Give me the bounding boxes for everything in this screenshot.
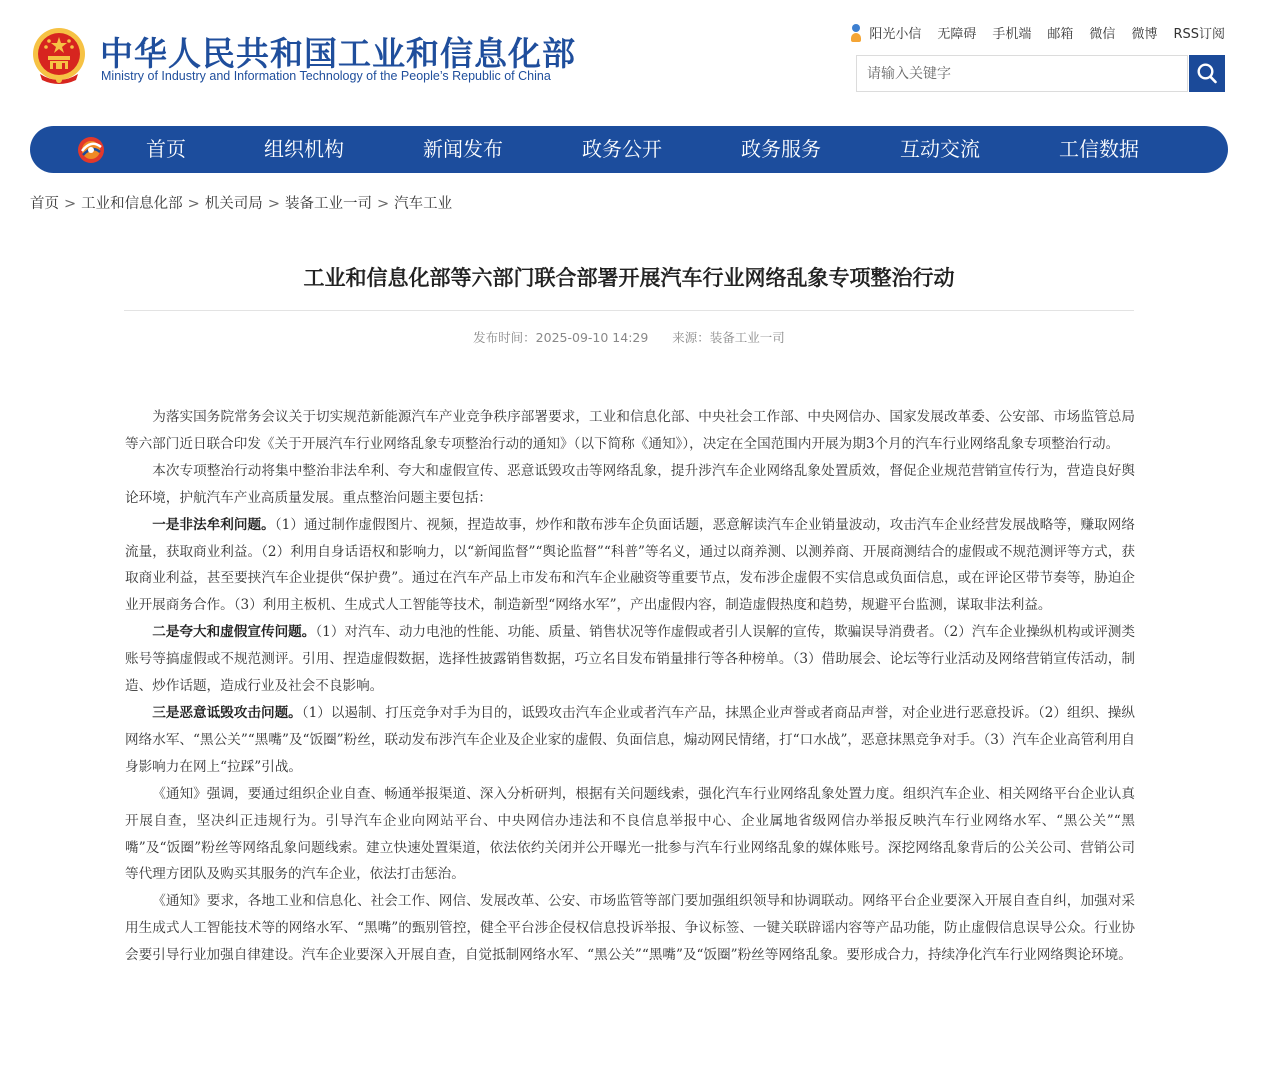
nav-item-interaction[interactable]: 互动交流 [900,137,980,161]
national-emblem-icon [30,26,88,88]
top-link-sunshine[interactable] [849,23,921,42]
breadcrumb-auto-industry[interactable]: 汽车工业 [394,196,453,212]
paragraph-text: 《通知》强调，要通过组织企业自查、畅通举报渠道、深入分析研判，根据有关问题线索，强化汽车行业网络乱象处置力度。组织汽车企业、相关网络平台企业认真开展自查，坚决纠正违规行为。引导汽车企业向网站平台、中央网信办违法和不良信息举报中心、企业属地省级网信办举报反映汽车行业网络水军、“黑公关”“黑嘴”及“饭圈”粉丝等网络乱象问题线索。建立快速处置渠道，依法依约关闭并公开曝光一批参与汽车行业网络乱象的媒体账号。深挖网络乱象背后的公关公司、营销公司等代理方团队及购买其服务的汽车企业，依法打击惩治。 [125,785,1135,883]
nav-item-news[interactable]: 新闻发布 [423,137,503,161]
paragraph-text: （1）对汽车、动力电池的性能、功能、质量、销售状况等作虚假或者引人误解的宣传，欺骗误导消费者。（2）汽车企业操纵机构或评测类账号等搞虚假或不规范测评。引用、捏造虚假数据，选择性披露销售数据，巧立名目发布销量排行等各种榜单。（3）借助展会、论坛等行业活动及网络营销宣传活动，制造、炒作话题，造成行业及社会不良影响。 [125,624,1135,695]
breadcrumb-ministry[interactable]: 工业和信息化部 [81,196,183,212]
article-meta [124,328,1134,346]
paragraph-text: （1）以遏制、打压竞争对手为目的，诋毁攻击汽车企业或者汽车产品，抹黑企业声誉或者商品声誉，对企业进行恶意投诉。（2）组织、操纵网络水军、“黑公关”“黑嘴”及“饭圈”粉丝，联动发布涉汽车企业及企业家的虚假、负面信息，煽动网民情绪，打“口水战”，恶意抹黑竞争对手。（3）汽车企业高管利用自身影响力在网上“拉踩”引战。 [125,704,1135,775]
nav-item-government-services[interactable]: 政务服务 [741,137,821,161]
article-title: 工业和信息化部等六部门联合部署开展汽车行业网络乱象专项整治行动 [303,266,955,290]
top-link-accessibility[interactable]: 无障碍 [937,27,977,42]
site-title-en[interactable]: Ministry of Industry and Information Technology of the People’s Republic of China [101,69,551,83]
top-link-rss[interactable]: RSS订阅 [1173,27,1225,42]
breadcrumb-separator: > [64,196,77,212]
search-icon [1197,63,1217,84]
nav-item-home[interactable]: 首页 [146,137,186,161]
paragraph-lead: 三是恶意诋毁攻击问题。 [152,704,302,721]
article-source: 来源：装备工业一司 [672,330,785,345]
breadcrumb-departments[interactable]: 机关司局 [204,196,263,212]
article-paragraph [125,458,1135,512]
article-paragraph [125,404,1135,458]
search-box [856,55,1188,92]
paragraph-text: 本次专项整治行动将集中整治非法牟利、夸大和虚假宣传、恶意诋毁攻击等网络乱象，提升涉汽车企业网络乱象处置质效，督促企业规范营销宣传行为，营造良好舆论环境，护航汽车产业高质量发展。重点整治问题主要包括： [125,462,1135,506]
article-body [125,404,1135,969]
breadcrumb-separator: > [187,196,200,212]
breadcrumb-separator: > [376,196,390,212]
publish-time: 发布时间：2025-09-10 14:29 [473,330,649,345]
breadcrumb-equipment-dept[interactable]: 装备工业一司 [284,196,372,212]
top-link-label: 阳光小信 [869,27,922,42]
breadcrumb [30,192,452,213]
mascot-icon [849,24,863,42]
article-paragraph [125,888,1135,969]
paragraph-text: 《通知》要求，各地工业和信息化、社会工作、网信、发展改革、公安、市场监管等部门要加强组织领导和协调联动。网络平台企业要深入开展自查自纠，加强对采用生成式人工智能技术等的网络水军、“黑嘴”的甄别管控，健全平台涉企侵权信息投诉举报、争议标签、一键关联辟谣内容等产品功能，防止虚假信息误导公众。行业协会要引导行业加强自律建设。汽车企业要深入开展自查，自觉抵制网络水军、“黑公关”“黑嘴”及“饭圈”粉丝等网络乱象。要形成合力，持续净化汽车行业网络舆论环境。 [125,893,1135,964]
top-link-wechat[interactable]: 微信 [1089,27,1116,42]
nav-item-data[interactable]: 工信数据 [1059,137,1139,161]
article-paragraph [125,700,1135,781]
top-link-mail[interactable]: 邮箱 [1047,27,1074,42]
nav-item-organization[interactable]: 组织机构 [264,137,344,161]
breadcrumb-home[interactable]: 首页 [30,196,59,212]
breadcrumb-separator: > [267,196,280,212]
article-paragraph [125,619,1135,700]
paragraph-lead: 二是夸大和虚假宣传问题。 [152,624,316,641]
paragraph-text: 为落实国务院常务会议关于切实规范新能源汽车产业竞争秩序部署要求，工业和信息化部、中央社会工作部、中央网信办、国家发展改革委、公安部、市场监管总局等六部门近日联合印发《关于开展汽车行业网络乱象专项整治行动的通知》（以下简称《通知》），决定在全国范围内开展为期3个月的汽车行业网络乱象专项整治行动。 [125,409,1135,452]
miit-logo-icon [76,135,106,165]
paragraph-lead: 一是非法牟利问题。 [152,516,275,533]
title-divider [124,310,1134,311]
site-title-cn[interactable]: 中华人民共和国工业和信息化部 [100,34,576,73]
top-link-mobile[interactable]: 手机端 [992,27,1032,42]
paragraph-text: （1）通过制作虚假图片、视频，捏造故事，炒作和散布涉车企负面话题，恶意解读汽车企业销量波动，攻击汽车企业经营发展战略等，赚取网络流量，获取商业利益。（2）利用自身话语权和影响力，以“新闻监督”“舆论监督”“科普”等名义，通过以商养测、以测养商、开展商测结合的虚假或不规范测评等方式，获取商业利益，甚至要挟汽车企业提供“保护费”。通过在汽车产品上市发布和汽车企业融资等重要节点，发布涉企虚假不实信息或负面信息，或在评论区带节奏等，胁迫企业开展商务合作。（3）利用主板机、生成式人工智能等技术，制造新型“网络水军”，产出虚假内容，制造虚假热度和趋势，规避平台监测，谋取非法利益。 [125,516,1135,614]
article-paragraph [125,781,1135,889]
search-button[interactable] [1189,55,1225,92]
nav-item-government-affairs[interactable]: 政务公开 [582,137,662,161]
search-input[interactable] [857,56,1197,91]
main-nav [30,126,1228,173]
article-paragraph [125,512,1135,620]
top-links [849,23,1225,42]
top-link-weibo[interactable]: 微博 [1131,27,1158,42]
